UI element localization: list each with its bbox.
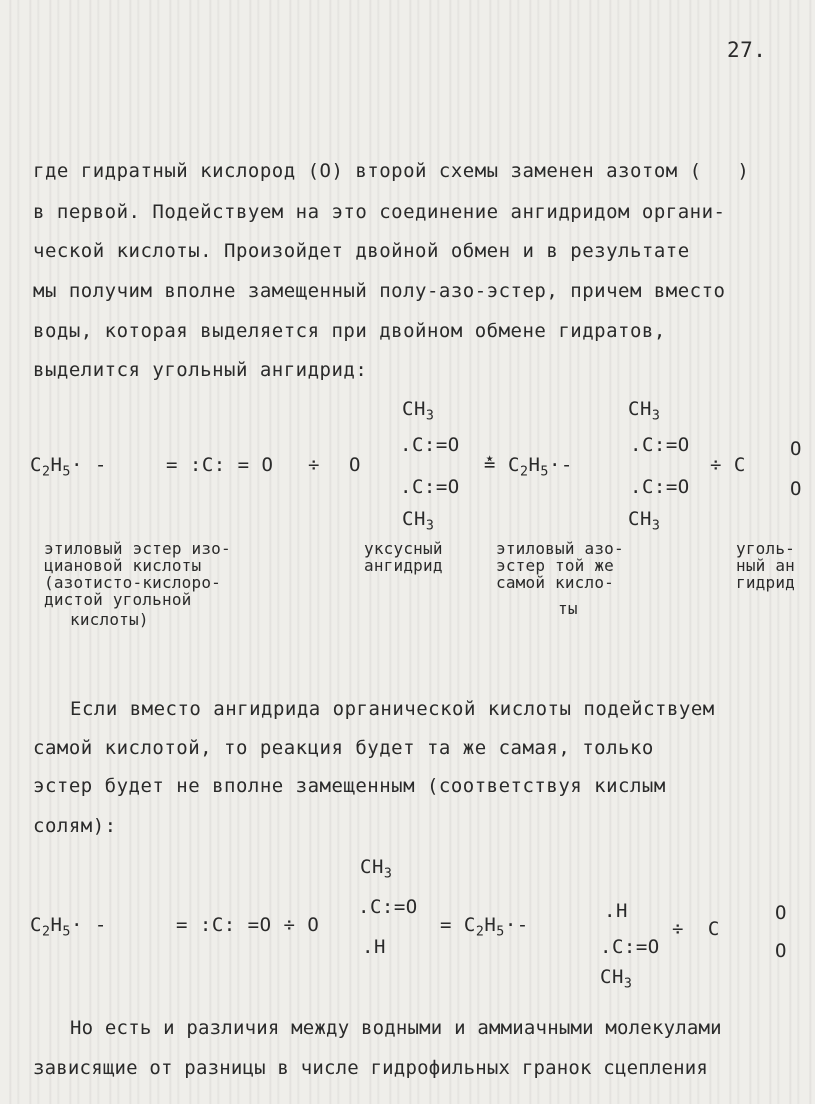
label-line: уголь- bbox=[736, 539, 795, 558]
label-line: ный ан bbox=[736, 556, 795, 575]
formula-ethyl: = $C_2H_5\cdot-$ bbox=[440, 914, 529, 940]
formula-ethyl: $C_2H_5\cdot$ - bbox=[30, 914, 107, 940]
formula-ch3: $CH_3$ bbox=[402, 508, 435, 534]
label-line: этиловый азо- bbox=[496, 539, 624, 558]
text-line: Если вместо ангидрида органической кислоты подействуем bbox=[70, 698, 715, 720]
label-line: ты bbox=[558, 599, 578, 618]
formula-ch3: $CH_3$ bbox=[402, 398, 435, 424]
formula-ch3: $CH_3$ bbox=[628, 398, 661, 424]
formula-acyl: .C:=O bbox=[400, 476, 460, 498]
text-line: выделится угольный ангидрид: bbox=[33, 359, 368, 381]
label-line: кислоты) bbox=[70, 610, 149, 629]
text-line: в первой. Подействуем на это соединение ангидридом органи- bbox=[33, 201, 726, 223]
text-line: где гидратный кислород (O) второй схемы заменен азотом ( ) bbox=[33, 160, 750, 182]
text-line: Но есть и различия между водными и аммиачными молекулами bbox=[70, 1017, 722, 1039]
formula-oxygen: O bbox=[790, 478, 802, 500]
formula-oxygen: O bbox=[349, 454, 361, 476]
plus-sign: ÷ bbox=[308, 454, 320, 476]
text-line: зависящие от разницы в числе гидрофильных гранок сцепления bbox=[33, 1057, 709, 1079]
label-line: уксусный bbox=[364, 539, 443, 558]
formula-acyl: .C:=O bbox=[630, 434, 690, 456]
formula-ch3: $CH_3$ bbox=[628, 508, 661, 534]
formula-acyl: .C:=O bbox=[600, 936, 660, 958]
text-line: солям): bbox=[33, 815, 117, 837]
label-line: эстер той же bbox=[496, 556, 614, 575]
label-line: (азотисто-кислоро- bbox=[44, 573, 221, 592]
formula-ch3: $CH_3$ bbox=[600, 966, 633, 992]
label-line: циановой кислоты bbox=[44, 556, 202, 575]
formula-acyl: .C:=O bbox=[400, 434, 460, 456]
formula-acyl: .C:=O bbox=[630, 476, 690, 498]
text-line: эстер будет не вполне замещенным (соответствуя кислым bbox=[33, 775, 666, 797]
text-line: воды, которая выделяется при двойном обмене гидратов, bbox=[33, 320, 666, 342]
label-line: дистой угольной bbox=[44, 590, 192, 609]
formula-ethyl: $C_2H_5\cdot$ - bbox=[30, 454, 107, 480]
formula-hydrogen: .H bbox=[362, 936, 386, 958]
equals-sign: ≛ bbox=[484, 454, 496, 476]
formula-hydrogen: .H bbox=[604, 900, 628, 922]
text-line: самой кислотой, то реакция будет та же самая, только bbox=[33, 737, 654, 759]
label-line: этиловый эстер изо- bbox=[44, 539, 231, 558]
page-number: 27. bbox=[727, 38, 767, 62]
label-line: гидрид bbox=[736, 573, 795, 592]
formula-ch3: $CH_3$ bbox=[360, 856, 393, 882]
formula-isocyanate-core: = :C: =O ÷ O bbox=[176, 914, 320, 936]
formula-acyl: .C:=O bbox=[358, 896, 418, 918]
plus-carbon: ÷ C bbox=[672, 918, 720, 940]
formula-isocyanate-core: = :C: = O bbox=[166, 454, 274, 476]
formula-ethyl: $C_2H_5\cdot-$ bbox=[508, 454, 573, 480]
formula-oxygen: O bbox=[775, 940, 787, 962]
text-line: ческой кислоты. Произойдет двойной обмен и в результате bbox=[33, 240, 690, 262]
formula-oxygen: O bbox=[775, 902, 787, 924]
plus-carbon: ÷ C bbox=[710, 454, 746, 476]
label-line: ангидрид bbox=[364, 556, 443, 575]
label-line: самой кисло- bbox=[496, 573, 614, 592]
text-line: мы получим вполне замещенный полу-азо-эстер, причем вместо bbox=[33, 280, 726, 302]
formula-oxygen: O bbox=[790, 438, 802, 460]
